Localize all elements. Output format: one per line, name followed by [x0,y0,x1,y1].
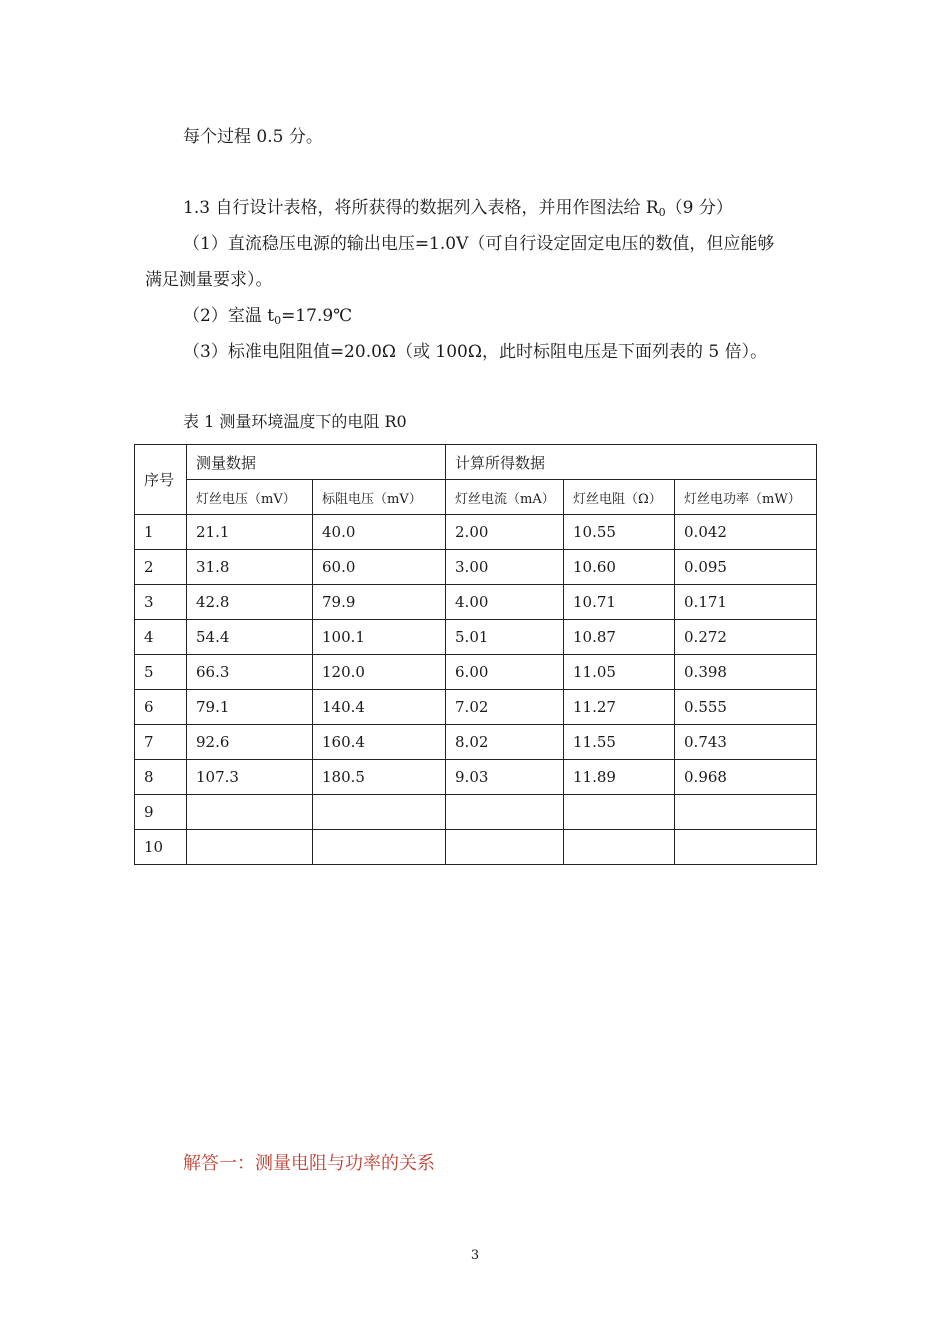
table-row [135,515,817,550]
cell-filament-voltage: 21.1 [187,515,313,550]
table-caption: 表 1 测量环境温度下的电阻 R0 [183,412,407,431]
cell-filament-current: 9.03 [446,760,564,795]
cell-index: 4 [135,620,187,655]
cell-filament-voltage: 79.1 [187,690,313,725]
cell-filament-current: 6.00 [446,655,564,690]
cell-index: 9 [135,795,187,830]
table-header-row-columns [135,480,817,515]
cell-filament-power: 0.398 [675,655,817,690]
cell-standard-voltage: 40.0 [313,515,446,550]
room-temp-pre: （2）室温 t [183,306,275,326]
table-row [135,830,817,865]
cell-standard-voltage: 160.4 [313,725,446,760]
cell-filament-voltage [187,795,313,830]
cell-filament-voltage: 42.8 [187,585,313,620]
measurement-table [134,444,817,865]
cell-filament-voltage: 66.3 [187,655,313,690]
room-temp-post: =17.9℃ [281,306,353,326]
cell-index: 2 [135,550,187,585]
cell-filament-resistance: 10.87 [564,620,675,655]
cell-standard-voltage: 120.0 [313,655,446,690]
cell-filament-resistance: 11.55 [564,725,675,760]
cell-filament-voltage: 107.3 [187,760,313,795]
cell-standard-voltage: 180.5 [313,760,446,795]
header-group-computed: 计算所得数据 [446,445,817,480]
paragraph-voltage-line2: 满足测量要求）。 [145,270,273,290]
cell-filament-resistance: 11.27 [564,690,675,725]
cell-filament-resistance: 10.55 [564,515,675,550]
task-text-post: （9 分） [665,198,733,218]
cell-index: 3 [135,585,187,620]
cell-filament-resistance: 10.71 [564,585,675,620]
table-row [135,620,817,655]
header-filament-resistance: 灯丝电阻（Ω） [564,480,675,515]
header-standard-voltage: 标阻电压（mV） [313,480,446,515]
cell-standard-voltage [313,795,446,830]
cell-filament-voltage: 31.8 [187,550,313,585]
cell-filament-current: 5.01 [446,620,564,655]
cell-index: 10 [135,830,187,865]
cell-filament-current: 4.00 [446,585,564,620]
cell-filament-current: 7.02 [446,690,564,725]
cell-standard-voltage: 60.0 [313,550,446,585]
cell-index: 5 [135,655,187,690]
task-subscript: 0 [658,206,666,219]
header-index: 序号 [135,445,187,515]
cell-index: 7 [135,725,187,760]
paragraph-room-temp [183,305,352,332]
page-number: 3 [470,1248,480,1263]
cell-filament-resistance [564,830,675,865]
cell-filament-resistance [564,795,675,830]
room-temp-subscript: 0 [274,314,282,327]
cell-index: 8 [135,760,187,795]
cell-filament-voltage: 54.4 [187,620,313,655]
cell-filament-current [446,830,564,865]
cell-standard-voltage: 79.9 [313,585,446,620]
cell-filament-power [675,795,817,830]
cell-filament-power: 0.555 [675,690,817,725]
table-row [135,585,817,620]
cell-filament-resistance: 11.05 [564,655,675,690]
cell-filament-power: 0.171 [675,585,817,620]
header-group-measured: 测量数据 [187,445,446,480]
cell-standard-voltage [313,830,446,865]
answer-heading: 解答一：测量电阻与功率的关系 [183,1153,435,1174]
cell-filament-power: 0.968 [675,760,817,795]
paragraph-standard-resistor: （3）标准电阻阻值=20.0Ω（或 100Ω，此时标阻电压是下面列表的 5 倍）。 [183,342,768,362]
cell-filament-voltage [187,830,313,865]
table-row [135,795,817,830]
cell-filament-resistance: 11.89 [564,760,675,795]
header-filament-power: 灯丝电功率（mW） [675,480,817,515]
paragraph-voltage-line1: （1）直流稳压电源的输出电压=1.0V（可自行设定固定电压的数值，但应能够 [183,234,775,254]
cell-filament-power: 0.272 [675,620,817,655]
table-row [135,760,817,795]
table-row [135,725,817,760]
cell-filament-voltage: 92.6 [187,725,313,760]
table-row [135,655,817,690]
table-row [135,690,817,725]
cell-filament-power: 0.743 [675,725,817,760]
paragraph-scoring-note: 每个过程 0.5 分。 [183,127,323,147]
cell-filament-power: 0.042 [675,515,817,550]
cell-filament-power [675,830,817,865]
cell-filament-current: 8.02 [446,725,564,760]
cell-standard-voltage: 100.1 [313,620,446,655]
paragraph-task-1-3 [183,197,733,224]
cell-filament-current: 2.00 [446,515,564,550]
cell-filament-power: 0.095 [675,550,817,585]
header-filament-current: 灯丝电流（mA） [446,480,564,515]
cell-standard-voltage: 140.4 [313,690,446,725]
cell-filament-resistance: 10.60 [564,550,675,585]
cell-index: 6 [135,690,187,725]
cell-filament-current: 3.00 [446,550,564,585]
cell-filament-current [446,795,564,830]
cell-index: 1 [135,515,187,550]
task-text-pre: 1.3 自行设计表格，将所获得的数据列入表格，并用作图法给 R [183,198,659,218]
table-row [135,550,817,585]
header-filament-voltage: 灯丝电压（mV） [187,480,313,515]
table-header-row-groups [135,445,817,480]
